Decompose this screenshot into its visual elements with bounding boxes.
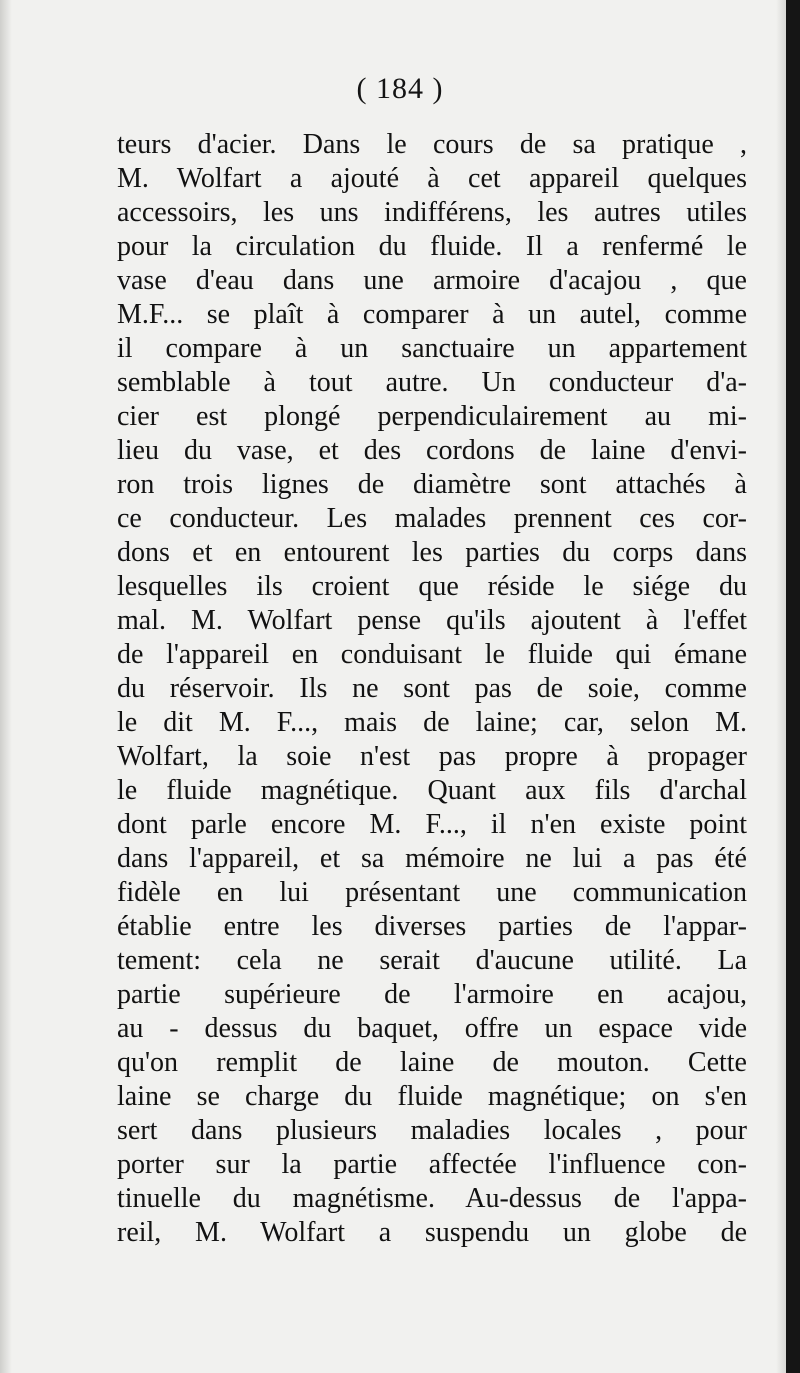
text-line: reil, M. Wolfart a suspendu un globe de <box>117 1217 747 1248</box>
text-line: cier est plongé perpendiculairement au mi- <box>117 401 747 432</box>
text-line: M. Wolfart a ajouté à cet appareil quelques <box>117 163 747 194</box>
text-line: M.F... se plaît à comparer à un autel, comme <box>117 299 747 330</box>
text-line: semblable à tout autre. Un conducteur d'a- <box>117 367 747 398</box>
text-line: partie supérieure de l'armoire en acajou, <box>117 979 747 1010</box>
text-line: pour la circulation du fluide. Il a renfermé le <box>117 231 747 262</box>
text-line: lesquelles ils croient que réside le siége du <box>117 571 747 602</box>
text-line: sert dans plusieurs maladies locales , pour <box>117 1115 747 1146</box>
page-gutter-shadow <box>0 0 12 1373</box>
text-line: dont parle encore M. F..., il n'en existe point <box>117 809 747 840</box>
text-line: qu'on remplit de laine de mouton. Cette <box>117 1047 747 1078</box>
text-line: teurs d'acier. Dans le cours de sa pratique , <box>117 129 747 160</box>
text-line: Wolfart, la soie n'est pas propre à propager <box>117 741 747 772</box>
text-line: laine se charge du fluide magnétique; on s'en <box>117 1081 747 1112</box>
text-line: mal. M. Wolfart pense qu'ils ajoutent à l'effet <box>117 605 747 636</box>
text-line: le fluide magnétique. Quant aux fils d'archal <box>117 775 747 806</box>
text-line: dons et en entourent les parties du corps dans <box>117 537 747 568</box>
text-line: vase d'eau dans une armoire d'acajou , que <box>117 265 747 296</box>
text-line: accessoirs, les uns indifférens, les autres utiles <box>117 197 747 228</box>
body-text <box>117 128 747 1250</box>
text-line: lieu du vase, et des cordons de laine d'envi- <box>117 435 747 466</box>
text-line: tinuelle du magnétisme. Au-dessus de l'appa- <box>117 1183 747 1214</box>
text-line: le dit M. F..., mais de laine; car, selon M. <box>117 707 747 738</box>
scan-border <box>786 0 800 1373</box>
text-line: porter sur la partie affectée l'influence con- <box>117 1149 747 1180</box>
text-line: au - dessus du baquet, offre un espace vide <box>117 1013 747 1044</box>
text-line: tement: cela ne serait d'aucune utilité. La <box>117 945 747 976</box>
page-edge-shade <box>776 0 786 1373</box>
text-line: du réservoir. Ils ne sont pas de soie, comme <box>117 673 747 704</box>
text-line: établie entre les diverses parties de l'appar- <box>117 911 747 942</box>
text-line: dans l'appareil, et sa mémoire ne lui a pas été <box>117 843 747 874</box>
text-line: de l'appareil en conduisant le fluide qui émane <box>117 639 747 670</box>
text-line: il compare à un sanctuaire un appartement <box>117 333 747 364</box>
text-line: fidèle en lui présentant une communication <box>117 877 747 908</box>
text-line: ron trois lignes de diamètre sont attachés à <box>117 469 747 500</box>
text-line: ce conducteur. Les malades prennent ces cor- <box>117 503 747 534</box>
page-number-header: ( 184 ) <box>356 72 444 105</box>
